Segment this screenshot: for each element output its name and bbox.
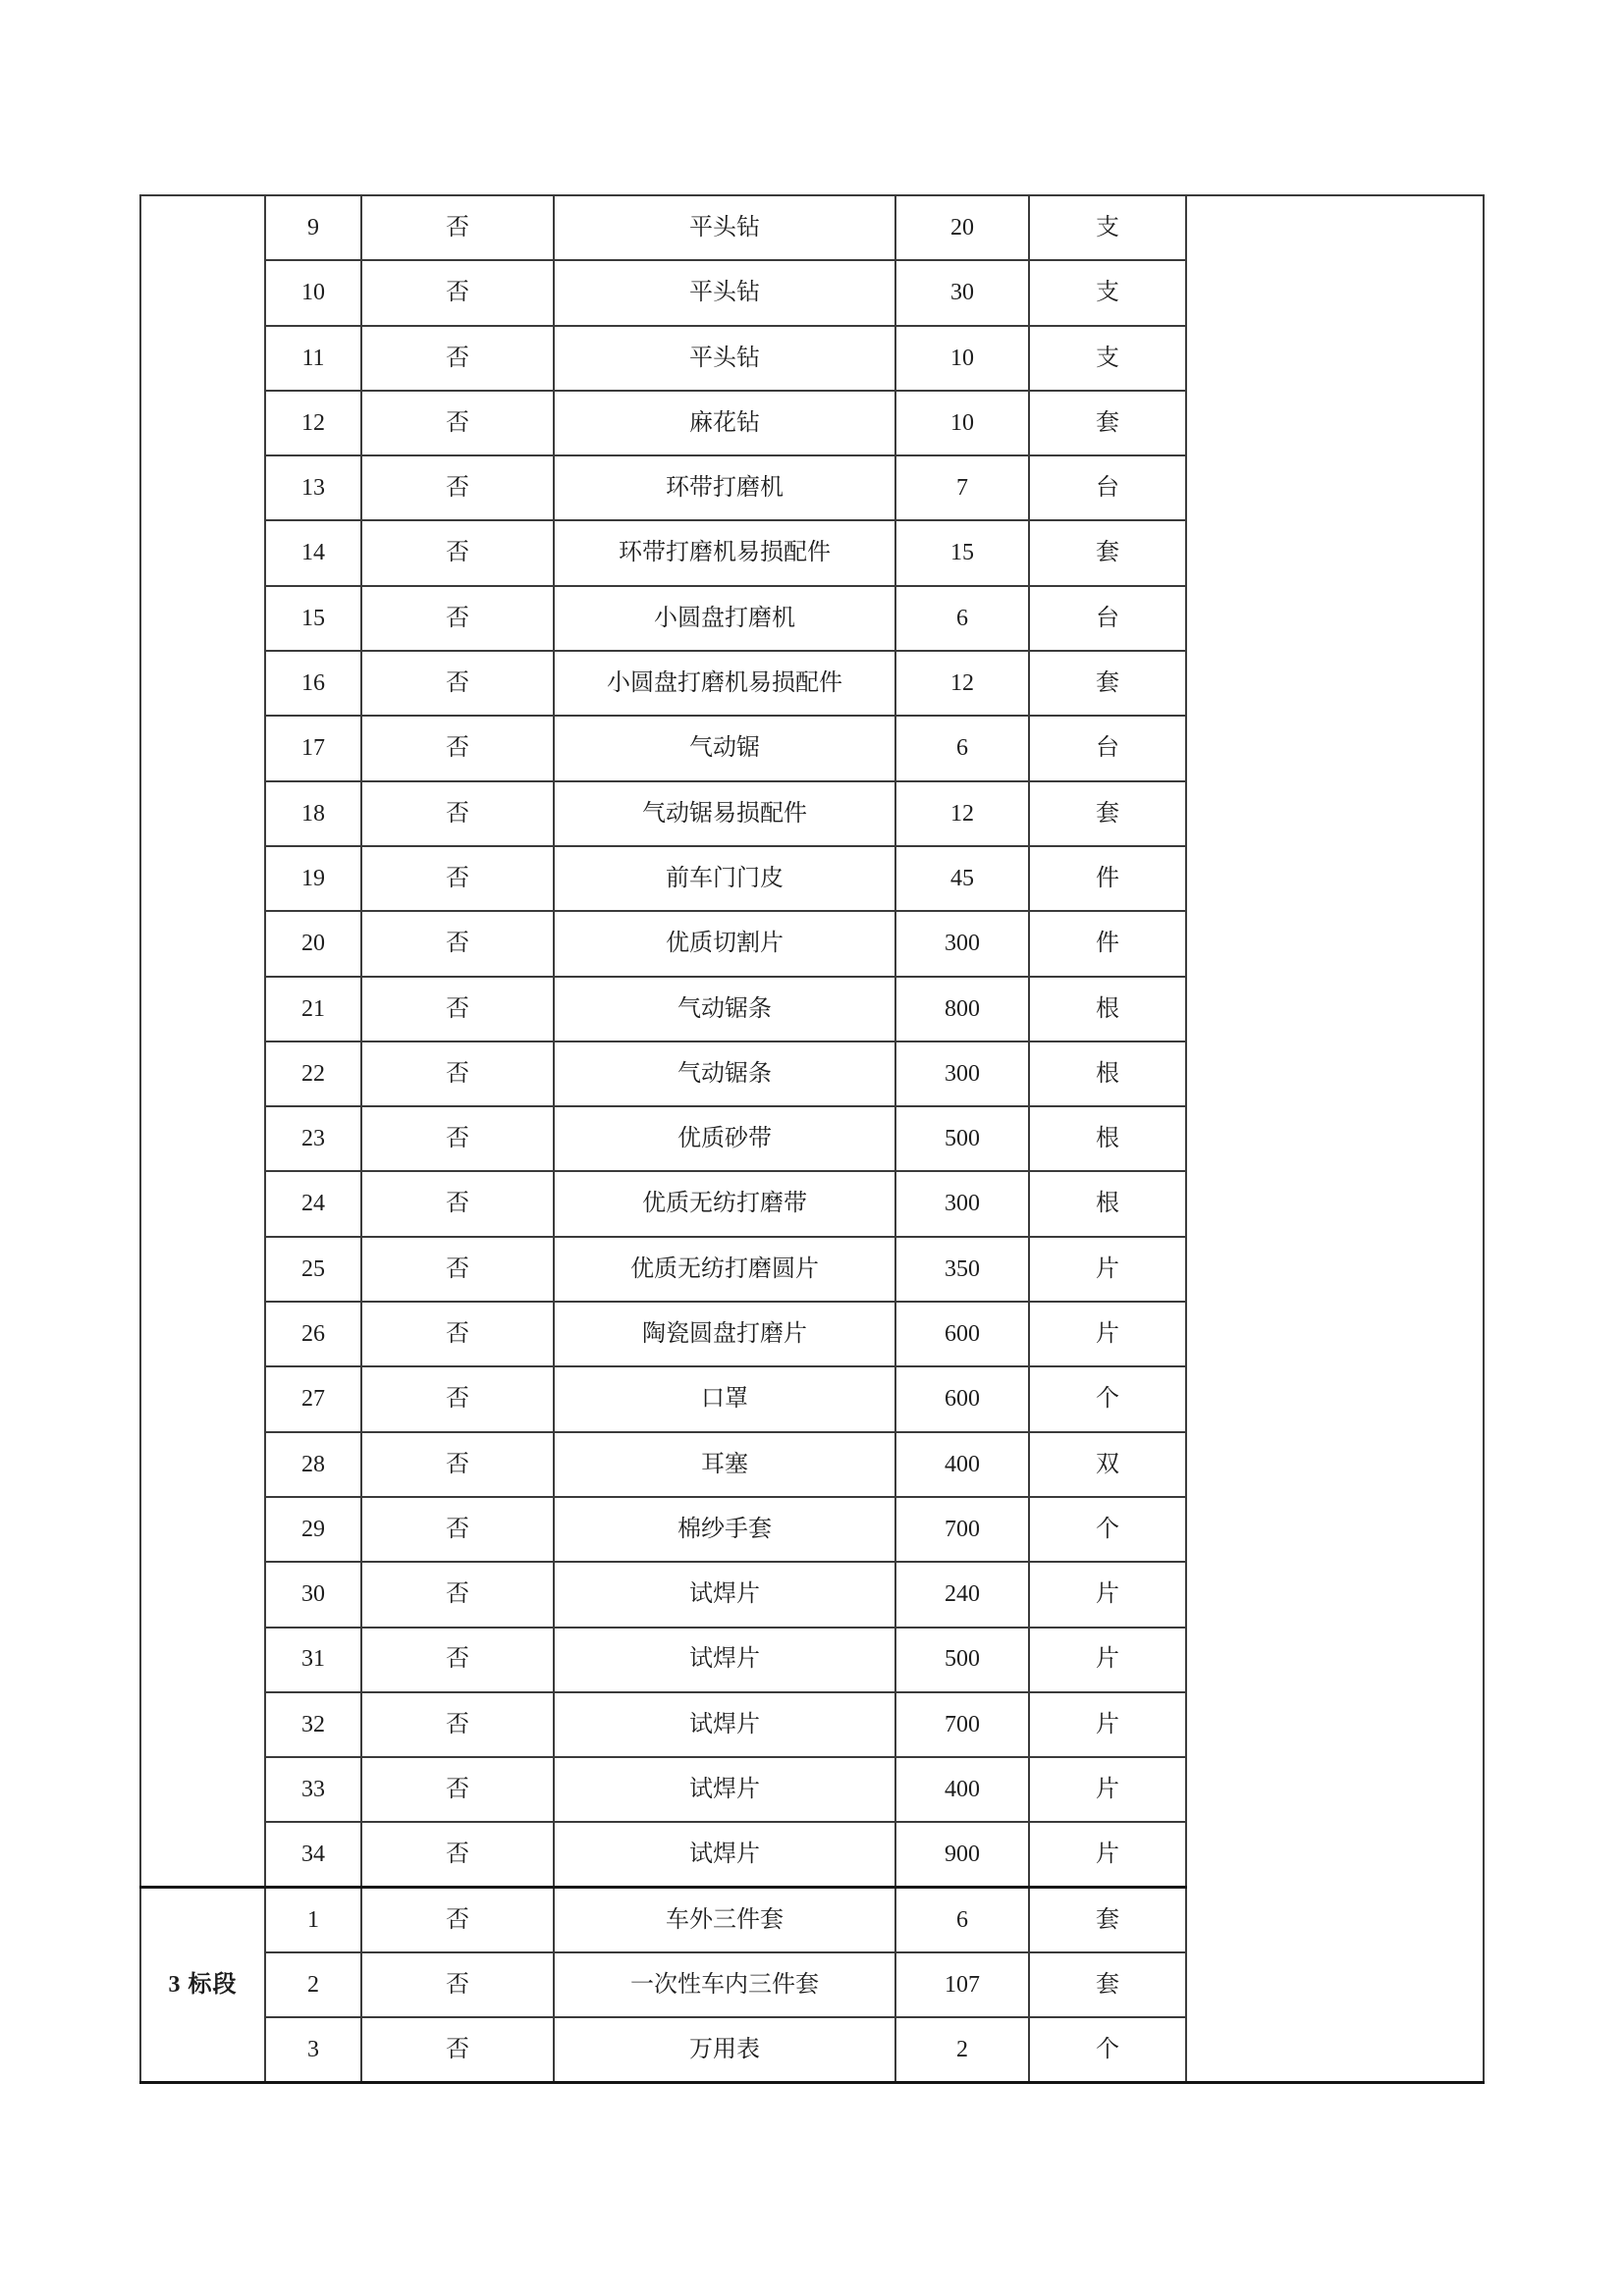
cell-flag: 否	[361, 260, 554, 325]
cell-qty: 240	[895, 1562, 1029, 1627]
cell-qty: 900	[895, 1822, 1029, 1887]
cell-no: 10	[265, 260, 361, 325]
cell-flag: 否	[361, 1302, 554, 1366]
cell-qty: 400	[895, 1757, 1029, 1822]
cell-item: 万用表	[554, 2017, 895, 2082]
cell-qty: 800	[895, 977, 1029, 1041]
cell-no: 27	[265, 1366, 361, 1431]
cell-item: 试焊片	[554, 1628, 895, 1692]
remarks-cell-empty	[1186, 195, 1484, 2083]
cell-unit: 根	[1029, 1106, 1186, 1171]
cell-unit: 片	[1029, 1628, 1186, 1692]
cell-unit: 台	[1029, 716, 1186, 780]
cell-item: 小圆盘打磨机易损配件	[554, 651, 895, 716]
cell-qty: 12	[895, 651, 1029, 716]
cell-unit: 个	[1029, 2017, 1186, 2082]
cell-item: 平头钻	[554, 195, 895, 260]
cell-unit: 根	[1029, 1171, 1186, 1236]
cell-flag: 否	[361, 846, 554, 911]
cell-unit: 片	[1029, 1692, 1186, 1757]
cell-qty: 700	[895, 1692, 1029, 1757]
cell-no: 14	[265, 520, 361, 585]
cell-unit: 个	[1029, 1366, 1186, 1431]
cell-item: 优质无纺打磨圆片	[554, 1237, 895, 1302]
cell-qty: 20	[895, 195, 1029, 260]
cell-qty: 12	[895, 781, 1029, 846]
cell-flag: 否	[361, 1757, 554, 1822]
cell-unit: 套	[1029, 651, 1186, 716]
cell-item: 平头钻	[554, 326, 895, 391]
cell-flag: 否	[361, 195, 554, 260]
cell-flag: 否	[361, 1497, 554, 1562]
cell-flag: 否	[361, 781, 554, 846]
table-row	[140, 195, 1484, 260]
cell-item: 试焊片	[554, 1562, 895, 1627]
cell-no: 30	[265, 1562, 361, 1627]
cell-no: 16	[265, 651, 361, 716]
cell-item: 气动锯条	[554, 977, 895, 1041]
cell-no: 22	[265, 1041, 361, 1106]
cell-unit: 支	[1029, 260, 1186, 325]
cell-unit: 件	[1029, 911, 1186, 976]
cell-unit: 支	[1029, 195, 1186, 260]
cell-flag: 否	[361, 1171, 554, 1236]
cell-item: 麻花钻	[554, 391, 895, 455]
cell-flag: 否	[361, 1628, 554, 1692]
cell-no: 2	[265, 1952, 361, 2017]
cell-qty: 300	[895, 911, 1029, 976]
cell-flag: 否	[361, 455, 554, 520]
cell-no: 15	[265, 586, 361, 651]
cell-flag: 否	[361, 1952, 554, 2017]
cell-item: 气动锯条	[554, 1041, 895, 1106]
cell-item: 优质砂带	[554, 1106, 895, 1171]
cell-unit: 套	[1029, 781, 1186, 846]
cell-unit: 件	[1029, 846, 1186, 911]
cell-qty: 30	[895, 260, 1029, 325]
cell-item: 前车门门皮	[554, 846, 895, 911]
cell-qty: 10	[895, 391, 1029, 455]
cell-flag: 否	[361, 1432, 554, 1497]
cell-qty: 107	[895, 1952, 1029, 2017]
cell-qty: 500	[895, 1628, 1029, 1692]
cell-qty: 15	[895, 520, 1029, 585]
section-label-cell-empty	[140, 195, 265, 1888]
cell-item: 试焊片	[554, 1757, 895, 1822]
cell-qty: 350	[895, 1237, 1029, 1302]
cell-qty: 6	[895, 586, 1029, 651]
cell-unit: 套	[1029, 1952, 1186, 2017]
cell-item: 棉纱手套	[554, 1497, 895, 1562]
cell-no: 33	[265, 1757, 361, 1822]
cell-qty: 400	[895, 1432, 1029, 1497]
cell-flag: 否	[361, 326, 554, 391]
cell-item: 优质切割片	[554, 911, 895, 976]
cell-no: 12	[265, 391, 361, 455]
cell-flag: 否	[361, 1041, 554, 1106]
cell-unit: 片	[1029, 1562, 1186, 1627]
cell-item: 耳塞	[554, 1432, 895, 1497]
cell-no: 19	[265, 846, 361, 911]
cell-item: 陶瓷圆盘打磨片	[554, 1302, 895, 1366]
cell-qty: 2	[895, 2017, 1029, 2082]
cell-item: 试焊片	[554, 1822, 895, 1887]
cell-no: 1	[265, 1888, 361, 1952]
cell-no: 28	[265, 1432, 361, 1497]
cell-no: 21	[265, 977, 361, 1041]
cell-unit: 片	[1029, 1302, 1186, 1366]
cell-no: 11	[265, 326, 361, 391]
cell-flag: 否	[361, 1562, 554, 1627]
cell-no: 17	[265, 716, 361, 780]
cell-unit: 片	[1029, 1237, 1186, 1302]
cell-flag: 否	[361, 520, 554, 585]
cell-qty: 45	[895, 846, 1029, 911]
cell-no: 26	[265, 1302, 361, 1366]
cell-qty: 10	[895, 326, 1029, 391]
cell-item: 口罩	[554, 1366, 895, 1431]
cell-item: 气动锯易损配件	[554, 781, 895, 846]
cell-unit: 台	[1029, 586, 1186, 651]
cell-flag: 否	[361, 1366, 554, 1431]
cell-flag: 否	[361, 391, 554, 455]
cell-qty: 6	[895, 1888, 1029, 1952]
cell-no: 24	[265, 1171, 361, 1236]
procurement-items-table	[139, 194, 1485, 2084]
cell-item: 平头钻	[554, 260, 895, 325]
cell-no: 29	[265, 1497, 361, 1562]
cell-item: 一次性车内三件套	[554, 1952, 895, 2017]
cell-no: 9	[265, 195, 361, 260]
cell-qty: 300	[895, 1041, 1029, 1106]
cell-flag: 否	[361, 1822, 554, 1887]
cell-flag: 否	[361, 977, 554, 1041]
cell-flag: 否	[361, 1237, 554, 1302]
procurement-table-wrapper	[139, 194, 1485, 2084]
cell-no: 23	[265, 1106, 361, 1171]
cell-item: 环带打磨机	[554, 455, 895, 520]
cell-no: 20	[265, 911, 361, 976]
cell-qty: 600	[895, 1302, 1029, 1366]
cell-flag: 否	[361, 651, 554, 716]
cell-unit: 片	[1029, 1822, 1186, 1887]
cell-no: 13	[265, 455, 361, 520]
cell-qty: 300	[895, 1171, 1029, 1236]
cell-flag: 否	[361, 1692, 554, 1757]
cell-qty: 700	[895, 1497, 1029, 1562]
cell-qty: 6	[895, 716, 1029, 780]
cell-qty: 600	[895, 1366, 1029, 1431]
cell-unit: 套	[1029, 1888, 1186, 1952]
cell-item: 优质无纺打磨带	[554, 1171, 895, 1236]
cell-flag: 否	[361, 716, 554, 780]
cell-flag: 否	[361, 911, 554, 976]
cell-qty: 7	[895, 455, 1029, 520]
cell-unit: 套	[1029, 391, 1186, 455]
cell-flag: 否	[361, 1106, 554, 1171]
cell-unit: 根	[1029, 1041, 1186, 1106]
cell-unit: 片	[1029, 1757, 1186, 1822]
cell-no: 25	[265, 1237, 361, 1302]
cell-flag: 否	[361, 586, 554, 651]
cell-item: 车外三件套	[554, 1888, 895, 1952]
cell-item: 小圆盘打磨机	[554, 586, 895, 651]
cell-unit: 支	[1029, 326, 1186, 391]
cell-no: 18	[265, 781, 361, 846]
section-label-cell: 3 标段	[140, 1888, 265, 2083]
cell-flag: 否	[361, 1888, 554, 1952]
cell-flag: 否	[361, 2017, 554, 2082]
cell-item: 试焊片	[554, 1692, 895, 1757]
cell-item: 环带打磨机易损配件	[554, 520, 895, 585]
cell-no: 3	[265, 2017, 361, 2082]
cell-no: 34	[265, 1822, 361, 1887]
cell-unit: 双	[1029, 1432, 1186, 1497]
cell-unit: 根	[1029, 977, 1186, 1041]
cell-unit: 个	[1029, 1497, 1186, 1562]
cell-unit: 台	[1029, 455, 1186, 520]
cell-qty: 500	[895, 1106, 1029, 1171]
cell-no: 32	[265, 1692, 361, 1757]
cell-no: 31	[265, 1628, 361, 1692]
cell-item: 气动锯	[554, 716, 895, 780]
cell-unit: 套	[1029, 520, 1186, 585]
